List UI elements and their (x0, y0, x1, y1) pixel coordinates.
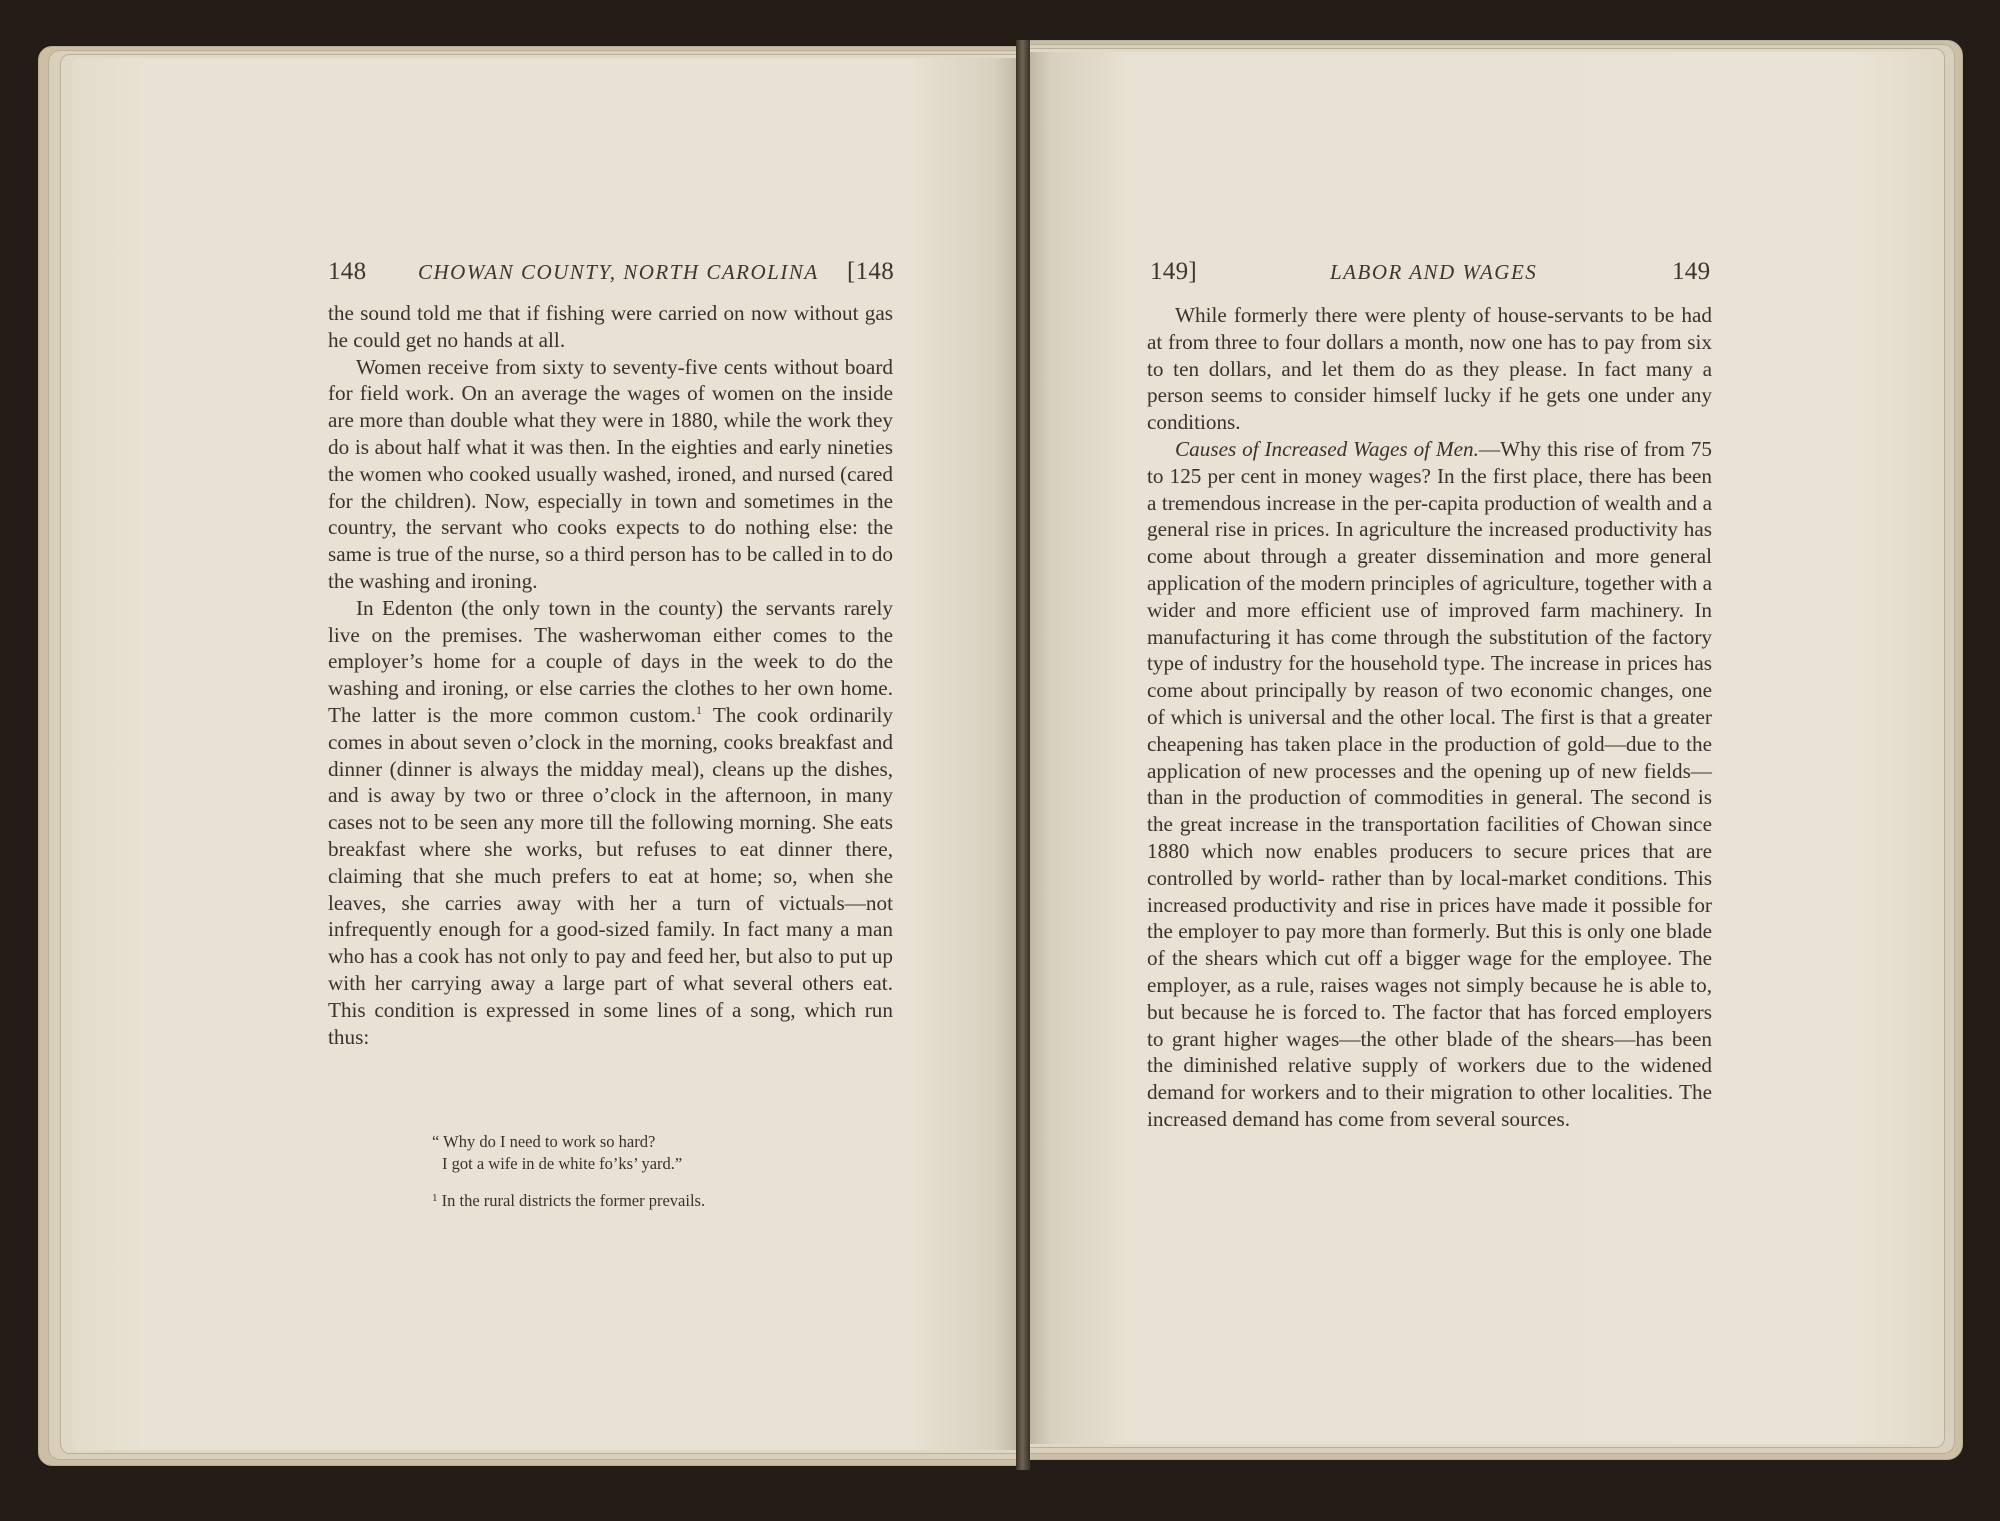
paragraph: the sound told me that if fishing were carried on now without gas he could get no hands at all. (328, 301, 893, 352)
right-running-head (1330, 258, 1537, 288)
footnote (432, 1190, 852, 1212)
verse-line: I got a wife in de white fo’ks’ yard.” (442, 1154, 683, 1173)
right-text-column (1147, 302, 1712, 1133)
paragraph: Women receive from sixty to seventy-five cents without board for field work. On an average the wages of women on the inside are more than double what they were in 1880, while the work they do is about half what it was then. In the eighties and early nineties the women who cooked usually washed, ironed, and nursed (cared for the children). Now, especially in town and sometimes in the country, the servant who cooks expects to do nothing else: the same is true of the nurse, so a third person has to be called in to do the washing and ironing. (328, 354, 893, 593)
left-running-head-title: CHOWAN COUNTY, NORTH CAROLINA (418, 260, 819, 284)
footnote-reference: 1 (696, 702, 703, 717)
footnote-marker: 1 (432, 1192, 438, 1204)
paragraph: While formerly there were plenty of house-servants to be had at from three to four dollars a month, now one has to pay from six to ten dollars, and let them do as they please. In fact many a person seems to consider himself lucky if he gets one under any conditions. (1147, 303, 1712, 435)
right-page-number: 149 (1672, 258, 1711, 285)
right-running-head-title: LABOR AND WAGES (1330, 260, 1538, 284)
left-text-column (328, 300, 893, 1050)
song-verse (432, 1131, 852, 1175)
left-running-head (418, 258, 819, 288)
left-page-number: 148 (328, 258, 367, 285)
paragraph-text: —Why this rise of from 75 to 125 per cent in money wages? In the first place, there has been a tremendous increase in the per-capita production of wealth and a general rise in prices. In agriculture the increased productivity has come about through a greater dissemination and more general application of the modern principles of agriculture, together with a wider and more efficient use of improved farm machinery. In manufacturing it has come through the substitution of the factory type of industry for the household type. The increase in prices has come about principally by reason of two economic changes, one of which is universal and the other local. The first is that a greater cheapening has taken place in the production of gold—due to the application of new processes and the opening up of new fields—than in the production of commodities in general. The second is the great increase in the transportation facilities of Chowan since 1880 which now enables producers to secure prices that are controlled by world- rather than by local-market conditions. This increased productivity and rise in prices have made it possible for the employer to pay more than formerly. But this is only one blade of the shears which cut off a bigger wage for the employee. The employer, as a rule, raises wages not simply because he is able to, but because he is forced to. The factor that has forced employers to grant higher wages—the other blade of the shears—has been the diminished relative supply of workers due to the widened demand for workers and to their migration to other localities. The increased demand has come from several sources. (1147, 436, 1712, 1131)
right-bracket-number: 149] (1150, 258, 1198, 285)
paragraph-text: The cook ordinarily comes in about seven o’clock in the morning, cooks breakfast and dinner (dinner is always the midday meal), cleans up the dishes, and is away by two or three o’clock in the afternoon, in many cases not to be seen any more till the following morning. She eats breakfast where she works, but refuses to eat dinner there, claiming that she much prefers to eat at home; so, when she leaves, she carries away with her a turn of victuals—not infrequently enough for a good-sized family. In fact many a man who has a cook has not only to pay and feed her, but also to put up with her carrying away a large part of what several others eat. This condition is expressed in some lines of a song, which run thus: (328, 702, 893, 1049)
paragraph (328, 595, 893, 1051)
left-bracket-number: [148 (847, 258, 895, 285)
footnote-text: In the rural districts the former prevails. (437, 1191, 706, 1210)
paragraph-text: In Edenton (the only town in the county) the servants rarely live on the premises. The washerwoman either comes to the employer’s home for a couple of days in the week to do the washing and ironing, or else carries the clothes to her own home. The latter is the more common custom. (328, 595, 893, 727)
book-gutter (1016, 40, 1030, 1470)
paragraph (1147, 436, 1712, 1133)
section-lead: Causes of Increased Wages of Men. (1175, 436, 1479, 461)
verse-line: “ Why do I need to work so hard? (432, 1132, 656, 1151)
